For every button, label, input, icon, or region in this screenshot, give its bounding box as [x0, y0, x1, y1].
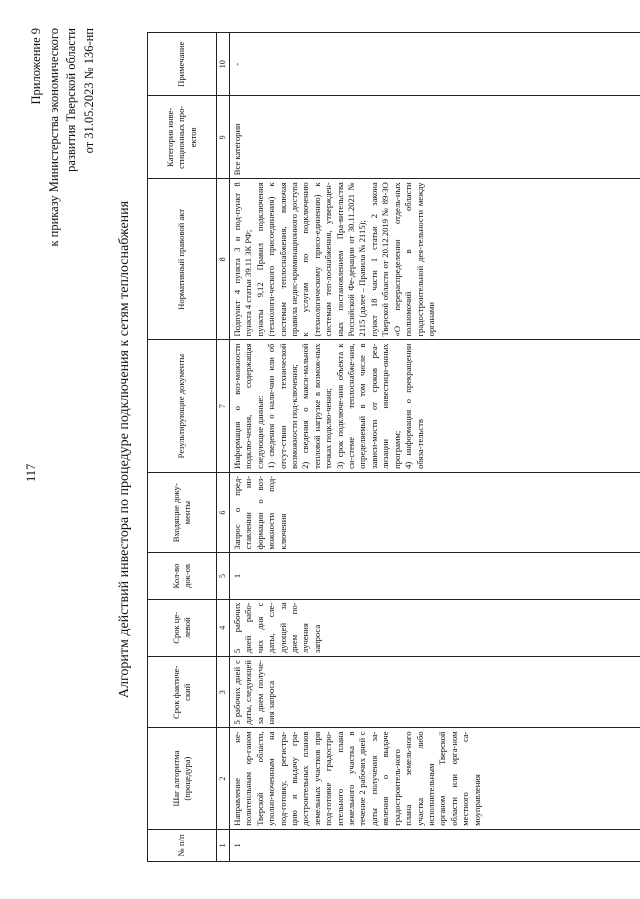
result-paragraph: Информация о воз-можности подклю-чения, содержащая следующие данные: — [232, 343, 265, 469]
cell-step: Направление не-политенльным ор-ганом Тверской области, уполно-моченным на под-готовку, регистра-цию и выдачу гра-достроительных планов земельных участков при под-готовке градостро-ительного плана земельного участка в течение 2 рабочих дней с даты получения за-явления о выдаче градостроитель-ного плана земель-ного участка либо исполнительным органом Тверской области или орга-ном местного са-моуправления — [230, 728, 640, 829]
header-incoming-docs: Входящие доку-менты — [148, 472, 217, 553]
col-number: 2 — [217, 728, 230, 829]
col-number: 6 — [217, 472, 230, 553]
column-number-row — [217, 33, 230, 862]
appendix-line-2: к приказу Министерства экономического — [46, 28, 61, 247]
table-row — [230, 33, 640, 862]
appendix-line-3: развития Тверской области — [64, 28, 78, 172]
col-number: 7 — [217, 340, 230, 472]
cell-result-docs — [230, 340, 640, 472]
col-number: 9 — [217, 96, 230, 179]
cell-note: - — [230, 33, 640, 96]
cell-target-term: 5 рабочих дней рабо-чих дня с даты, сле-дующей за днем по-лучения запроса — [230, 599, 640, 657]
appendix-line-1: Приложение 9 — [29, 28, 43, 105]
col-number: 10 — [217, 33, 230, 96]
header-target-term: Срок це-левой — [148, 599, 217, 657]
document-title: Алгоритм действий инвестора по процедуре подключения к сетям теплоснабжения — [117, 200, 132, 699]
header-result-docs: Результирующие документы — [148, 340, 217, 472]
header-num: № п/п — [148, 829, 217, 861]
col-number: 4 — [217, 599, 230, 657]
col-number: 5 — [217, 553, 230, 599]
legal-act-paragraph: пункт 18 части 1 статьи 2 закона Тверской области от 20.12.2019 № 89-ЗО «О перераспределении отдель-ных полномочий в области градостроительной дея-тельности между органами — [368, 182, 436, 337]
header-legal-act: Нормативный правовой акт — [148, 179, 217, 340]
header-step: Шаг алгоритма (процедура) — [148, 728, 217, 829]
cell-category: Все категории — [230, 96, 640, 179]
legal-act-paragraph: пункты 9,12 Правил подключения (технологи-ческого присоединения) к системам теплоснабжения, включая правила недис-криминационного доступа к услугам по подключению (технологическому присо-единению) к системам теп-лоснабжения, утвержден-ных постановлением Пра-вительства Российской Фе-дерации от 30.11.2021 № 2115 (далее – Правила № 2115); — [254, 182, 368, 337]
result-paragraph: 2) сведения о макси-мальной тепловой нагрузке в возмож-ных точках подклю-чения; — [300, 343, 334, 469]
header-category: Категория инве-стиционных про-ектов — [148, 96, 217, 179]
cell-doc-count: 1 — [230, 553, 640, 599]
cell-actual-term: 5 рабочих дней с даты, следующей за днем получе-ния запроса — [230, 657, 640, 728]
result-paragraph: 4) информация о прекращении обяза-тельств — [403, 343, 425, 469]
legal-act-paragraph: Подпункт 4 пункта 3 и под-пункт 8 пункта 4 статьи 39.11 ЗК РФ; — [232, 182, 254, 337]
cell-incoming-docs: Запрос о пред-ставлении ин-формации о воз-можности под-ключения — [230, 472, 640, 553]
col-number: 8 — [217, 179, 230, 340]
result-paragraph: 1) сведения о нали-чии или об отсут-ствии технической возможности под-ключения; — [266, 343, 300, 469]
col-number: 3 — [217, 657, 230, 728]
result-paragraph: 3) срок подключе-ния объекта к си-стеме теплоснабже-ния, определяемый в том числе в зависи-мости от сроков реа-лизации инвестици-онных программ; — [334, 343, 402, 469]
algorithm-table — [147, 32, 640, 862]
cell-legal-act — [230, 179, 640, 340]
appendix-block — [28, 28, 98, 247]
cell-num: 1 — [230, 829, 640, 861]
header-note: Примечание — [148, 33, 217, 96]
table-header-row — [148, 33, 217, 862]
page-number: 117 — [24, 463, 38, 482]
col-number: 1 — [217, 829, 230, 861]
header-doc-count: Кол-во док-ов — [148, 553, 217, 599]
header-actual-term: Срок фактиче-ский — [148, 657, 217, 728]
appendix-line-4: от 31.05.2023 № 136-нп — [81, 28, 96, 154]
